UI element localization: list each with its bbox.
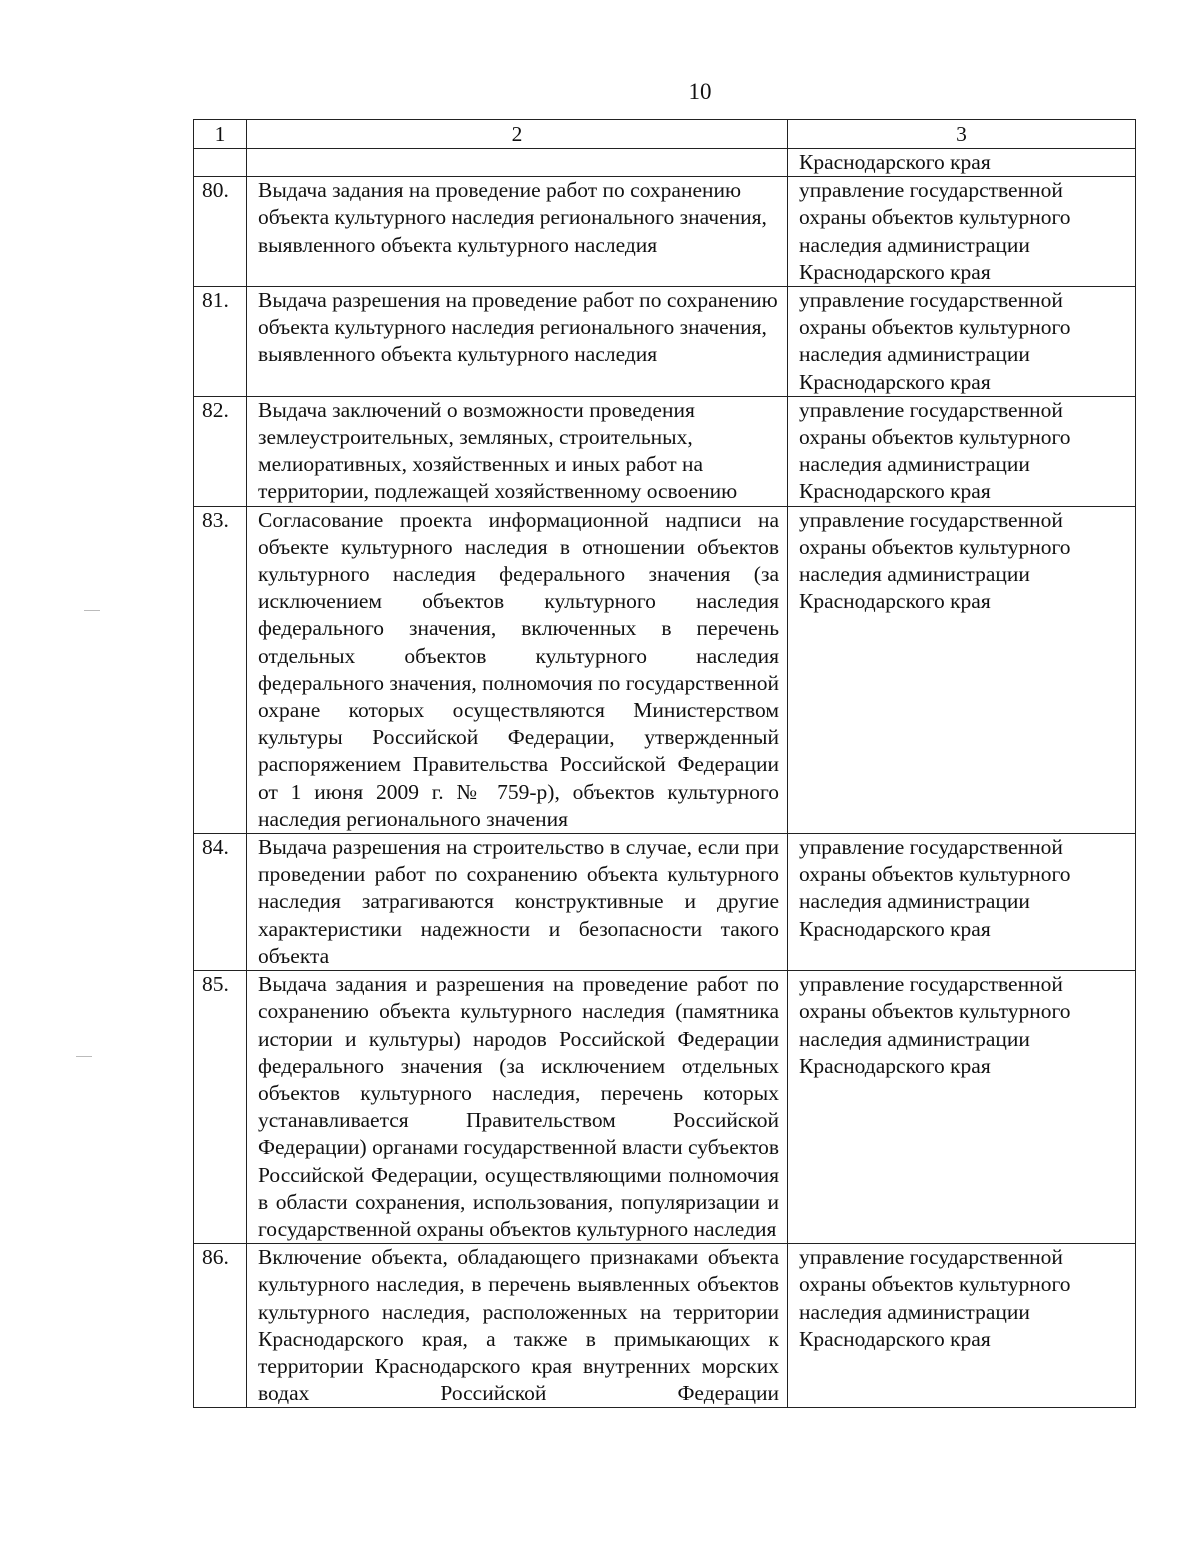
service-name: Выдача разрешения на строительство в случае, если при проведении работ по сохранению объекта культурного наследия затрагиваются конструктивные и другие характеристики надежности и безопасности такого объекта [247, 834, 788, 971]
authority-name: управление государственной охраны объектов культурного наследия администрации Краснодарского края [788, 1244, 1136, 1408]
page-number [0, 78, 1200, 106]
authority-name: управление государственной охраны объектов культурного наследия администрации Краснодарского края [788, 396, 1136, 506]
row-number: 84. [194, 834, 247, 971]
authority-name: управление государственной охраны объектов культурного наследия администрации Краснодарского края [788, 506, 1136, 833]
authority-name: управление государственной охраны объектов культурного наследия администрации Краснодарского края [788, 834, 1136, 971]
service-name [247, 149, 788, 177]
table-row [194, 177, 1136, 287]
header-col-3: 3 [788, 120, 1136, 149]
service-name: Выдача заключений о возможности проведения землеустроительных, земляных, строительных, мелиоративных, хозяйственных и иных работ на территории, подлежащей хозяйственному освоению [247, 396, 788, 506]
service-name: Выдача задания на проведение работ по сохранению объекта культурного наследия регионального значения, выявленного объекта культурного наследия [247, 177, 788, 287]
service-name: Выдача разрешения на проведение работ по сохранению объекта культурного наследия регионального значения, выявленного объекта культурного наследия [247, 287, 788, 397]
authority-name: управление государственной охраны объектов культурного наследия администрации Краснодарского края [788, 287, 1136, 397]
table-header-row [194, 120, 1136, 149]
authority-name: управление государственной охраны объектов культурного наследия администрации Краснодарского края [788, 177, 1136, 287]
authority-name: Краснодарского края [788, 149, 1136, 177]
table-row [194, 1244, 1136, 1408]
table-row [194, 396, 1136, 506]
table-row [194, 971, 1136, 1244]
continuation-row [194, 149, 1136, 177]
table-row [194, 287, 1136, 397]
scan-mark [84, 610, 100, 611]
service-name: Согласование проекта информационной надписи на объекте культурного наследия в отношении объектов культурного наследия федерального значения (за исключением объектов культурного наследия федерального значения, включенных в перечень отдельных объектов культурного наследия федерального значения, полномочия по государственной охране которых осуществляются Министерством культуры Российской Федерации, утвержденный распоряжением Правительства Российской Федерации от 1 июня 2009 г. № 759-р), объектов культурного наследия регионального значения [247, 506, 788, 833]
row-number: 83. [194, 506, 247, 833]
service-name: Выдача задания и разрешения на проведение работ по сохранению объекта культурного наследия (памятника истории и культуры) народов Российской Федерации федерального значения (за исключением отдельных объектов культурного наследия, перечень которых устанавливается Правительством Российской Федерации) органами государственной власти субъектов Российской Федерации, осуществляющими полномочия в области сохранения, использования, популяризации и государственной охраны объектов культурного наследия [247, 971, 788, 1244]
service-name: Включение объекта, обладающего признаками объекта культурного наследия, в перечень выявленных объектов культурного наследия, расположенных на территории Краснодарского края, а также в примыкающих к территории Краснодарского края внутренних морских водах Российской Федерации [247, 1244, 788, 1408]
table-row [194, 834, 1136, 971]
row-number: 86. [194, 1244, 247, 1408]
row-number: 80. [194, 177, 247, 287]
row-number: 82. [194, 396, 247, 506]
table-row [194, 506, 1136, 833]
scan-mark [76, 1056, 92, 1057]
header-col-2: 2 [247, 120, 788, 149]
page-number-text: 10 [688, 79, 712, 104]
row-number [194, 149, 247, 177]
authority-name: управление государственной охраны объектов культурного наследия администрации Краснодарского края [788, 971, 1136, 1244]
header-col-1: 1 [194, 120, 247, 149]
row-number: 85. [194, 971, 247, 1244]
services-table [193, 119, 1136, 1408]
row-number: 81. [194, 287, 247, 397]
